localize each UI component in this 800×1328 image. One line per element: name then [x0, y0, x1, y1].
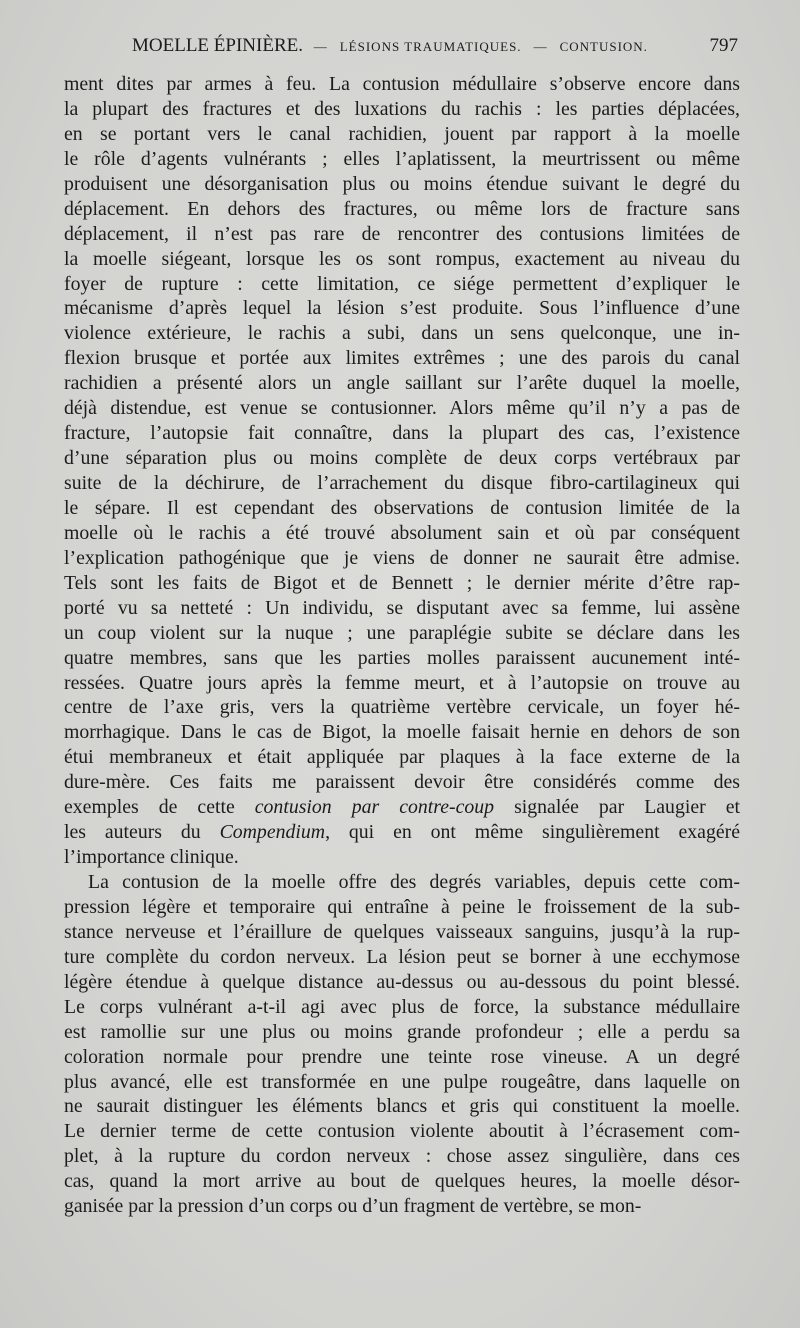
line-segment: étui membraneux et était appliquée par plaques à la face externe de la: [64, 746, 740, 769]
line-segment: moelle où le rachis a été trouvé absolument sain et où par conséquent: [64, 521, 740, 544]
text-line: [64, 970, 740, 995]
text-line: [64, 247, 740, 272]
line-segment: la moelle siégeant, lorsque les os sont rompus, exactement au niveau du: [64, 247, 740, 270]
line-segment: légère étendue à quelque distance au-dessus ou au-dessous du point blessé.: [64, 970, 740, 993]
line-segment: déplacement, il n’est pas rare de rencontrer des contusions limitées de: [64, 222, 740, 245]
page-number: 797: [709, 35, 738, 56]
text-line: [64, 1045, 740, 1070]
line-segment: produisent une désorganisation plus ou moins étendue suivant le degré du: [64, 172, 740, 195]
line-segment: La contusion de la moelle offre des degrés variables, depuis cette com-: [88, 871, 740, 893]
text-line: [64, 296, 740, 321]
text-line: [64, 895, 740, 920]
line-segment: foyer de rupture : cette limitation, ce siége permettent d’expliquer le: [64, 272, 740, 295]
text-line: [64, 1020, 740, 1045]
text-line: [64, 396, 740, 421]
text-line: [64, 321, 740, 346]
text-line: [64, 72, 740, 97]
text-line: [64, 471, 740, 496]
text-line: [64, 770, 740, 795]
text-line: [64, 646, 740, 671]
line-segment: le rôle d’agents vulnérants ; elles l’aplatissent, la meurtrissent ou même: [64, 147, 740, 170]
text-line: [64, 222, 740, 247]
text-line: [64, 272, 740, 297]
line-segment: stance nerveuse et l’éraillure de quelques vaisseaux sanguins, jusqu’à la rup-: [64, 920, 740, 943]
line-segment: l’explication pathogénique que je viens de donner ne saurait être admise.: [64, 546, 740, 569]
text-line: [64, 845, 740, 870]
text-line: [64, 920, 740, 945]
italic-phrase: Compendium: [219, 821, 326, 844]
text-line: [64, 197, 740, 222]
line-segment: suite de la déchirure, de l’arrachement du disque fibro-cartilagineux qui: [64, 472, 740, 494]
line-segment: morrhagique. Dans le cas de Bigot, la moelle faisait hernie en dehors de son: [64, 721, 740, 744]
text-line: [64, 346, 740, 371]
line-segment: en se portant vers le canal rachidien, jouent par rapport à la moelle: [64, 122, 740, 145]
text-line: [64, 147, 740, 172]
running-head: [132, 32, 654, 61]
text-line: [64, 820, 740, 845]
text-line: [64, 122, 740, 147]
line-segment: , qui en ont même singulièrement exagéré: [325, 821, 740, 844]
line-segment: la plupart des fractures et des luxations du rachis : les parties déplacées,: [64, 97, 740, 120]
text-line: [64, 596, 740, 621]
line-segment: signalée par Laugier et: [494, 796, 740, 819]
line-segment: rachidien a présenté alors un angle saillant sur l’arête duquel la moelle,: [64, 372, 740, 395]
text-line: [64, 571, 740, 596]
line-segment: est ramollie sur une plus ou moins grande profondeur ; elle a perdu sa: [64, 1020, 740, 1043]
text-line: [64, 546, 740, 571]
line-segment: ment dites par armes à feu. La contusion médullaire s’observe encore dans: [64, 73, 740, 95]
line-segment: ganisée par la pression d’un corps ou d’un fragment de vertèbre, se mon-: [64, 1195, 642, 1218]
line-segment: déplacement. En dehors des fractures, ou même lors de fracture sans: [64, 197, 740, 220]
line-segment: les auteurs du: [64, 821, 220, 844]
text-line: [64, 695, 740, 720]
line-segment: le sépare. Il est cependant des observations de contusion limitée de la: [64, 496, 740, 519]
line-segment: coloration normale pour prendre une teinte rose vineuse. A un degré: [64, 1045, 740, 1068]
text-line: [64, 1094, 740, 1119]
text-line: [64, 671, 740, 696]
line-segment: exemples de cette: [64, 796, 255, 819]
running-head-separator-1: —: [313, 39, 328, 54]
text-line: [64, 172, 740, 197]
text-line: [64, 446, 740, 471]
line-segment: pression légère et temporaire qui entraîne à peine le froissement de la sub-: [64, 895, 740, 918]
running-head-subsection: CONTUSION.: [559, 39, 648, 54]
text-line: [64, 621, 740, 646]
line-segment: fracture, l’autopsie fait connaître, dans la plupart des cas, l’existence: [64, 422, 740, 445]
text-line: [64, 1169, 740, 1194]
line-segment: dure-mère. Ces faits me paraissent devoir être considérés comme des: [64, 771, 740, 794]
line-segment: ressées. Quatre jours après la femme meurt, et à l’autopsie on trouve au: [64, 671, 740, 694]
text-line: [64, 870, 740, 895]
line-segment: ture complète du cordon nerveux. La lésion peut se borner à une ecchymose: [64, 945, 740, 968]
text-line: [64, 421, 740, 446]
text-line: [64, 745, 740, 770]
line-segment: l’importance clinique.: [64, 846, 239, 869]
text-line: [64, 97, 740, 122]
running-head-title: MOELLE ÉPINIÈRE.: [132, 35, 303, 56]
text-line: [64, 1070, 740, 1095]
line-segment: Tels sont les faits de Bigot et de Bennett ; le dernier mérite d’être rap-: [64, 571, 740, 594]
line-segment: déjà distendue, est venue se contusionner. Alors même qu’il n’y a pas de: [64, 397, 740, 420]
page-header: [64, 32, 740, 60]
running-head-separator-2: —: [533, 39, 548, 54]
text-line: [64, 720, 740, 745]
text-line: [64, 795, 740, 820]
line-segment: plet, à la rupture du cordon nerveux : chose assez singulière, dans ces: [64, 1145, 740, 1168]
line-segment: mécanisme d’après lequel la lésion s’est produite. Sous l’influence d’une: [64, 297, 740, 320]
text-line: [64, 995, 740, 1020]
line-segment: un coup violent sur la nuque ; une paraplégie subite se déclare dans les: [64, 621, 740, 644]
line-segment: Le dernier terme de cette contusion violente aboutit à l’écrasement com-: [64, 1120, 740, 1143]
text-line: [64, 371, 740, 396]
text-line: [64, 945, 740, 970]
line-segment: plus avancé, elle est transformée en une pulpe rougeâtre, dans laquelle on: [64, 1070, 740, 1093]
text-line: [64, 521, 740, 546]
line-segment: Le corps vulnérant a-t-il agi avec plus de force, la substance médullaire: [64, 995, 740, 1018]
italic-phrase: contusion par contre-coup: [254, 796, 495, 819]
line-segment: quatre membres, sans que les parties molles paraissent aucunement inté-: [64, 646, 740, 669]
text-line: [64, 1144, 740, 1169]
line-segment: violence extérieure, le rachis a subi, dans un sens quelconque, une in-: [64, 322, 740, 345]
line-segment: porté vu sa netteté : Un individu, se disputant avec sa femme, lui assène: [64, 596, 740, 619]
text-line: [64, 1194, 740, 1219]
line-segment: flexion brusque et portée aux limites extrêmes ; une des parois du canal: [64, 347, 740, 370]
line-segment: centre de l’axe gris, vers la quatrième vertèbre cervicale, un foyer hé-: [64, 696, 740, 719]
text-line: [64, 1119, 740, 1144]
line-segment: d’une séparation plus ou moins complète de deux corps vertébraux par: [64, 447, 740, 470]
line-segment: cas, quand la mort arrive au bout de quelques heures, la moelle désor-: [64, 1170, 740, 1193]
line-segment: ne saurait distinguer les éléments blancs et gris qui constituent la moelle.: [64, 1095, 740, 1118]
running-head-section: LÉSIONS TRAUMATIQUES.: [339, 39, 522, 54]
body-text: [64, 72, 740, 1219]
text-line: [64, 496, 740, 521]
